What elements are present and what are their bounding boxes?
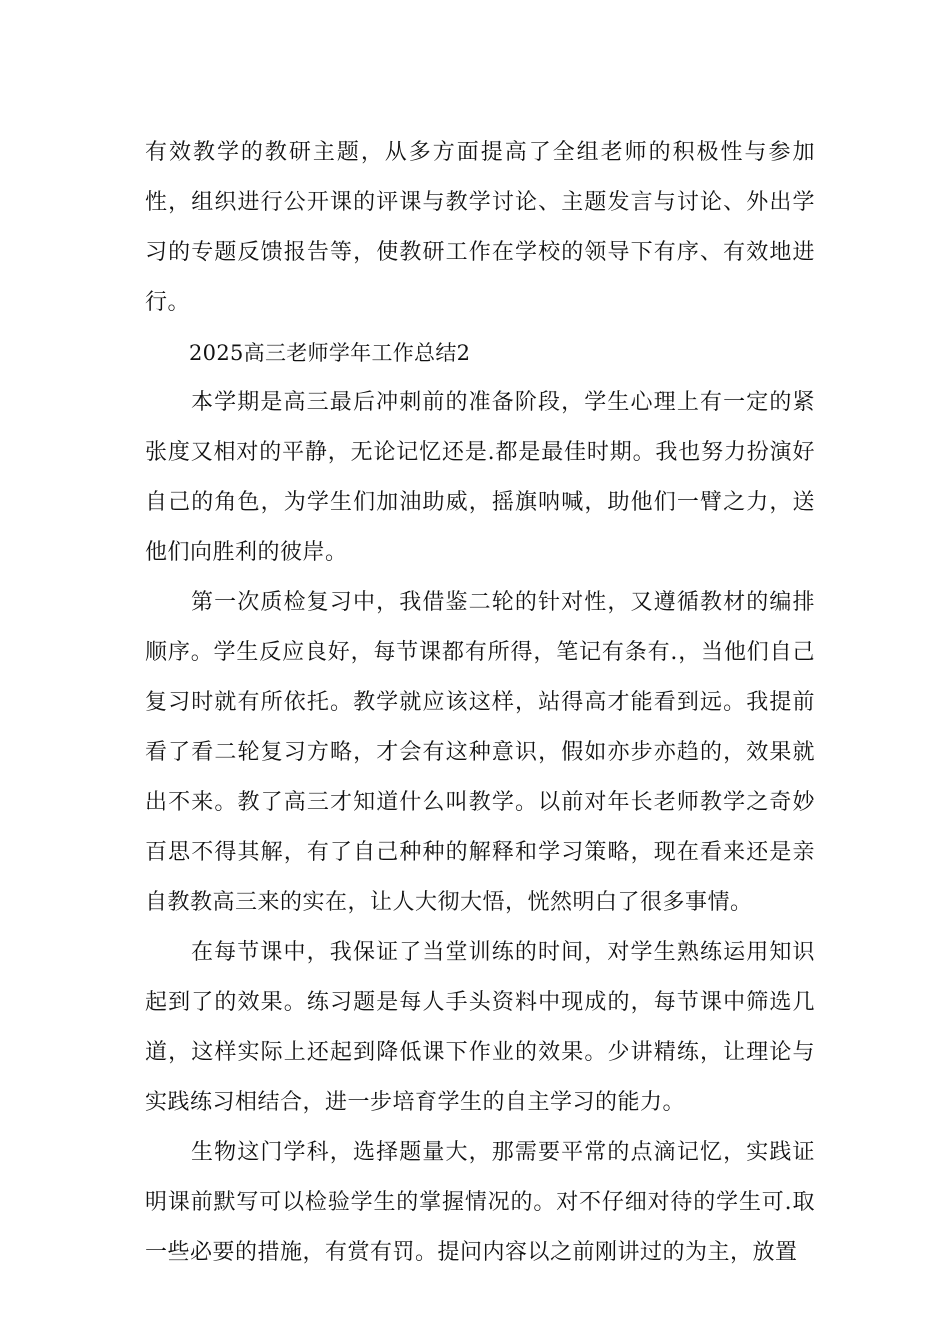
continued-paragraph: 有效教学的教研主题，从多方面提高了全组老师的积极性与参加性，组织进行公开课的评课与教学讨论、主题发言与讨论、外出学习的专题反馈报告等，使教研工作在学校的领导下有序、有效地进行。 <box>145 140 815 315</box>
document-body <box>145 128 815 1278</box>
body-paragraph-2: 第一次质检复习中，我借鉴二轮的针对性，又遵循教材的编排顺序。学生反应良好，每节课都有所得，笔记有条有.，当他们自己复习时就有所依托。教学就应该这样，站得高才能看到远。我提前看了看二轮复习方略，才会有这种意识，假如亦步亦趋的，效果就出不来。教了高三才知道什么叫教学。以前对年长老师教学之奇妙百思不得其解，有了自己种种的解释和学习策略，现在看来还是亲自教教高三来的实在，让人大彻大悟，恍然明白了很多事情。 <box>145 590 815 915</box>
section-title: 2025高三老师学年工作总结2 <box>189 341 471 365</box>
body-paragraph-3: 在每节课中，我保证了当堂训练的时间，对学生熟练运用知识起到了的效果。练习题是每人手头资料中现成的，每节课中筛选几道，这样实际上还起到降低课下作业的效果。少讲精练，让理论与实践练习相结合，进一步培育学生的自主学习的能力。 <box>145 940 815 1115</box>
body-paragraph-1: 本学期是高三最后冲刺前的准备阶段，学生心理上有一定的紧张度又相对的平静，无论记忆还是.都是最佳时期。我也努力扮演好自己的角色，为学生们加油助威，摇旗呐喊，助他们一臂之力，送他们向胜利的彼岸。 <box>145 390 815 565</box>
body-paragraph-4: 生物这门学科，选择题量大，那需要平常的点滴记忆，实践证明课前默写可以检验学生的掌握情况的。对不仔细对待的学生可.取一些必要的措施，有赏有罚。提问内容以之前刚讲过的为主，放置 <box>145 1140 815 1265</box>
